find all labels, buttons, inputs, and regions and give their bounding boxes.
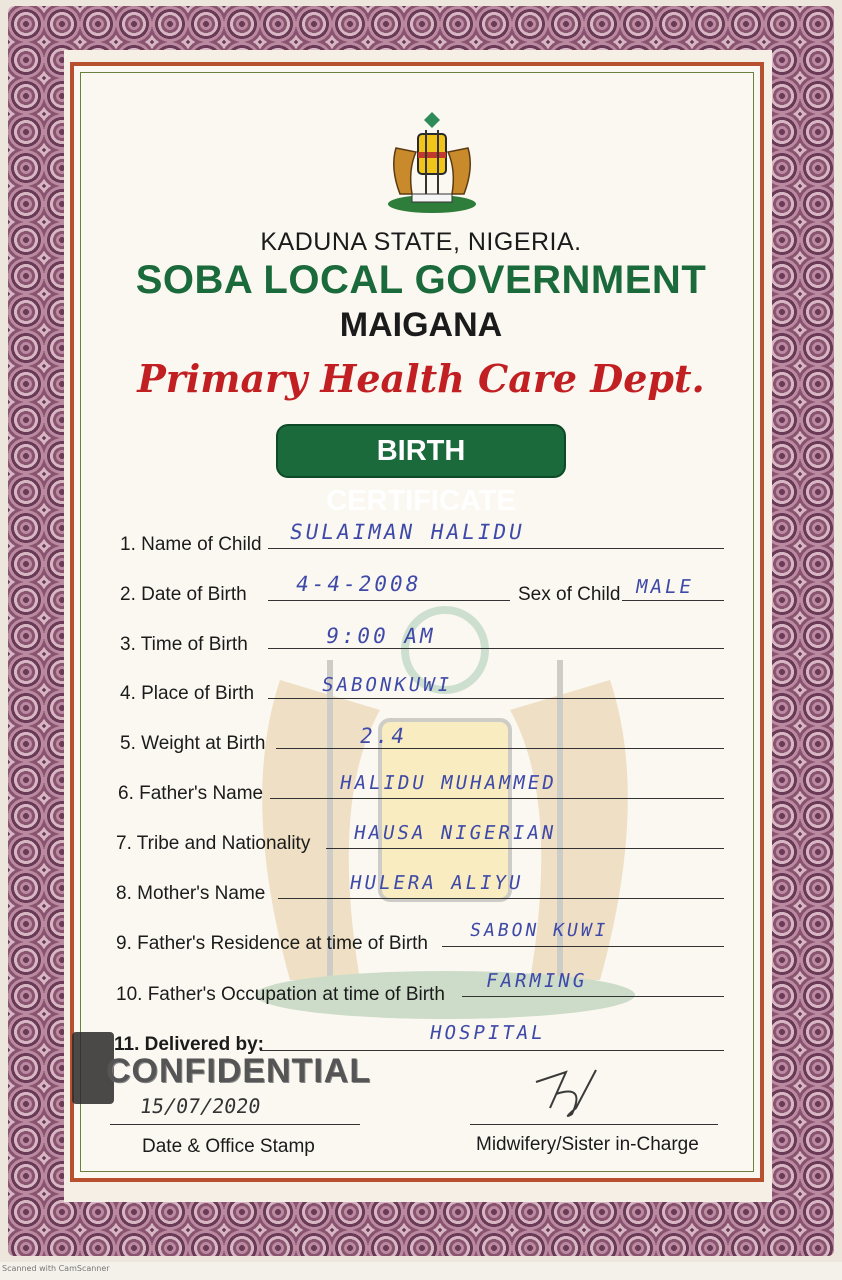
field-line — [268, 698, 724, 699]
field-value-date-of-birth: 4-4-2008 — [293, 572, 424, 596]
field-label-sex: Sex of Child — [518, 584, 621, 605]
midwife-signature — [526, 1064, 606, 1124]
field-line — [260, 1050, 724, 1051]
field-label-mothers-name: 8. Mother's Name — [116, 883, 266, 904]
coat-of-arms-icon — [382, 108, 482, 218]
field-line — [270, 798, 724, 799]
field-label-fathers-residence: 9. Father's Residence at time of Birth — [116, 933, 428, 954]
signature-line — [470, 1124, 718, 1125]
field-line — [268, 648, 724, 649]
field-line — [462, 996, 724, 997]
field-label-time-of-birth: 3. Time of Birth — [120, 634, 248, 655]
field-label-delivered-by: 11. Delivered by: — [114, 1034, 264, 1055]
field-value-fathers-residence: SABON KUWI — [468, 920, 611, 941]
department-heading: Primary Health Care Dept. — [137, 356, 705, 401]
field-value-fathers-occupation: FARMING — [484, 970, 590, 992]
date-office-stamp-label: Date & Office Stamp — [142, 1136, 315, 1157]
field-label-tribe-nationality: 7. Tribe and Nationality — [116, 833, 311, 854]
field-line — [326, 848, 724, 849]
field-value-place-of-birth: SABONKUWI — [320, 674, 454, 696]
field-line — [622, 600, 724, 601]
stamp-line — [110, 1124, 360, 1125]
field-label-fathers-occupation: 10. Father's Occupation at time of Birth — [116, 984, 445, 1005]
field-value-fathers-name: HALIDU MUHAMMED — [338, 772, 559, 794]
town-heading: MAIGANA — [339, 306, 503, 344]
field-value-tribe-nationality: HAUSA NIGERIAN — [352, 822, 559, 844]
field-line — [442, 946, 724, 947]
scanner-watermark: Scanned with CamScanner — [2, 1264, 110, 1273]
field-value-weight: 2.4 — [357, 724, 410, 748]
field-value-child-name: SULAIMAN HALIDU — [287, 520, 527, 544]
watermark-crest-icon — [240, 600, 650, 1020]
field-value-time-of-birth: 9:00 AM — [323, 624, 438, 648]
field-label-place-of-birth: 4. Place of Birth — [120, 683, 255, 704]
field-label-date-of-birth: 2. Date of Birth — [120, 584, 247, 605]
field-label-weight: 5. Weight at Birth — [120, 733, 266, 754]
field-label-fathers-name: 6. Father's Name — [118, 783, 264, 804]
field-label-child-name: 1. Name of Child — [120, 534, 262, 555]
field-line — [268, 548, 724, 549]
stamp-date: 15/07/2020 — [138, 1094, 263, 1118]
state-heading: KADUNA STATE, NIGERIA. — [260, 228, 582, 256]
field-line — [276, 748, 724, 749]
document-title-badge: BIRTH CERTIFICATE — [276, 424, 566, 478]
field-line — [268, 600, 510, 601]
field-value-sex: MALE — [634, 576, 696, 598]
field-value-mothers-name: HULERA ALIYU — [348, 872, 526, 894]
field-line — [278, 898, 724, 899]
midwife-label: Midwifery/Sister in-Charge — [476, 1134, 699, 1155]
field-value-delivered-by: HOSPITAL — [428, 1022, 548, 1044]
confidential-stamp: CONFIDENTIAL — [106, 1052, 372, 1090]
lga-heading: SOBA LOCAL GOVERNMENT — [135, 258, 707, 302]
